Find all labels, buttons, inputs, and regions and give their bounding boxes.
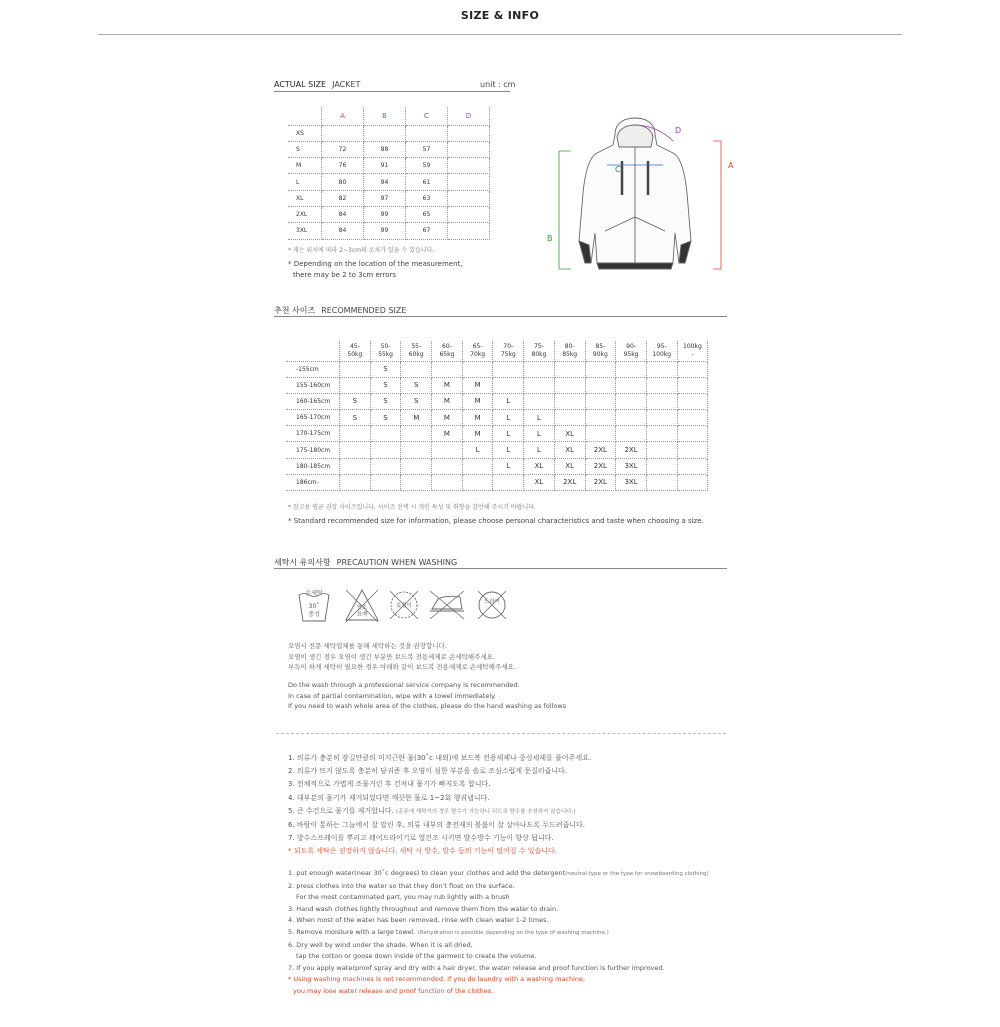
- en-intro-line: In case of partial contamination, wipe with a towel immediately.: [288, 691, 497, 700]
- rec-row: [286, 442, 708, 458]
- rec-cell: [340, 458, 371, 474]
- rec-cell: M: [462, 410, 493, 426]
- rec-cell: [646, 377, 677, 393]
- rec-weight-l1: 60-: [442, 342, 452, 350]
- rec-cell: [616, 393, 647, 409]
- rec-cell: [585, 377, 616, 393]
- washing-steps-en: [288, 868, 709, 998]
- rec-weight-l1: 70-: [503, 342, 514, 350]
- rec-row: [286, 393, 708, 409]
- rec-cell: [646, 474, 677, 490]
- actual-size-label: M: [288, 158, 322, 174]
- actual-size-sub: JACKET: [332, 80, 361, 89]
- en-step-7: 7. If you apply waterproof spray and dry with a hair dryer, the water release and proof function is further improved.: [288, 963, 665, 972]
- rec-row: [286, 458, 708, 474]
- en-step-6b: tap the cotton or goose down inside of the garment to create the volume.: [296, 952, 537, 961]
- actual-cell: 84: [322, 206, 364, 222]
- rec-weight-header: [616, 341, 647, 361]
- rec-row: [286, 361, 708, 377]
- rec-cell: [646, 426, 677, 442]
- recommended-size-table: [286, 341, 708, 491]
- recommended-rule: [274, 316, 727, 317]
- actual-size-rule: [274, 91, 510, 92]
- rec-cell: [340, 426, 371, 442]
- actual-note-en-1: * Depending on the location of the measurement,: [288, 260, 463, 268]
- title-divider: [98, 34, 902, 35]
- actual-row: [288, 158, 490, 174]
- rec-cell: [432, 361, 463, 377]
- rec-cell: L: [493, 426, 524, 442]
- rec-row: [286, 426, 708, 442]
- actual-cell: 67: [406, 223, 448, 239]
- kr-intro-line: 오염시 전문 세탁업체를 통해 세탁하는 것을 권장합니다.: [288, 642, 447, 650]
- rec-cell: L: [524, 426, 555, 442]
- rec-cell: [616, 361, 647, 377]
- washing-steps-kr: [288, 752, 591, 859]
- rec-weight-l2: 50kg: [347, 350, 363, 358]
- washing-sub: PRECAUTION WHEN WASHING: [336, 558, 458, 567]
- en-step-6: 6. Dry well by wind under the shade. When it is all dried,: [288, 940, 473, 949]
- rec-cell: 3XL: [616, 474, 647, 490]
- actual-note-en-2: there may be 2 to 3cm errors: [293, 271, 397, 279]
- dry-clean-label: 드라이: [484, 599, 500, 605]
- actual-cell: [364, 125, 406, 141]
- rec-cell: [554, 393, 585, 409]
- en-step-5-text: 5. Remove moisture with a large towel.: [288, 927, 416, 936]
- kr-step-5-note: (종류에 세탁기의 경우 탈수가 가능하니 되도록 탈수를 추천하지 않습니다.): [395, 808, 576, 815]
- rec-cell: 3XL: [616, 458, 647, 474]
- hand-wash-icon: [299, 589, 329, 621]
- rec-height-label: 186cm-: [286, 474, 340, 490]
- hand-wash-label-3: 중성: [308, 611, 320, 618]
- washing-title: 세탁시 유의사항: [274, 558, 331, 567]
- actual-col-header: A: [322, 107, 364, 125]
- rec-weight-l2: 55kg: [378, 350, 393, 358]
- rec-cell: [646, 442, 677, 458]
- recommended-sub: RECOMMENDED SIZE: [321, 306, 407, 315]
- actual-cell: 80: [322, 174, 364, 190]
- diagram-label-b: B: [547, 234, 553, 243]
- washing-rule: [274, 568, 727, 569]
- rec-cell: [585, 393, 616, 409]
- rec-cell: 2XL: [554, 474, 585, 490]
- rec-cell: [401, 426, 432, 442]
- rec-cell: [677, 426, 708, 442]
- rec-row: [286, 377, 708, 393]
- rec-cell: [401, 442, 432, 458]
- rec-weight-l2: 80kg: [531, 350, 547, 358]
- recommended-note-en: * Standard recommended size for information, please choose personal characteristics and taste when choosing a size.: [288, 517, 704, 525]
- rec-weight-l2: 100kg: [652, 350, 672, 358]
- rec-weight-header: [646, 341, 677, 361]
- kr-step-7: 7. 발수스프레이를 뿌리고 레어드라이기로 열건조 시키면 발수방수 기능이 향상 됩니다.: [288, 834, 554, 843]
- rec-weight-header: [493, 341, 524, 361]
- rec-cell: [646, 393, 677, 409]
- rec-cell: XL: [524, 474, 555, 490]
- rec-height-label: 170-175cm: [286, 426, 340, 442]
- actual-cell: 99: [364, 206, 406, 222]
- hand-wash-label-1: 손세탁: [305, 590, 323, 597]
- rec-weight-l1: 65-: [472, 342, 483, 350]
- rec-cell: [677, 474, 708, 490]
- actual-size-heading: [274, 80, 516, 89]
- rec-weight-l2: 90kg: [592, 350, 608, 358]
- rec-cell: [462, 458, 493, 474]
- rec-cell: [616, 426, 647, 442]
- diagram-label-c: C: [615, 165, 621, 174]
- rec-weight-l1: 80-: [564, 342, 575, 350]
- kr-intro-line: 부득이 하게 세탁이 필요한 경우 아래와 같이 보드복 전용세제로 손세탁해주세요.: [288, 663, 516, 671]
- actual-cell: [448, 158, 490, 174]
- rec-weight-header: [401, 341, 432, 361]
- rec-weight-header: [585, 341, 616, 361]
- rec-height-label: 155-160cm: [286, 377, 340, 393]
- kr-step-3: 3. 전체적으로 가볍게 조물거린 후 건져내 물기가 빠지도록 합니다.: [288, 780, 491, 789]
- actual-note-kr: * 재는 위치에 따라 2~3cm의 오차가 있을 수 있습니다.: [288, 247, 435, 254]
- rec-cell: [524, 361, 555, 377]
- rec-cell: S: [370, 393, 401, 409]
- actual-cell: 61: [406, 174, 448, 190]
- rec-cell: [646, 361, 677, 377]
- rec-weight-l1: 100kg: [683, 342, 702, 350]
- actual-size-label: 2XL: [288, 206, 322, 222]
- actual-cell: [322, 125, 364, 141]
- rec-cell: [616, 377, 647, 393]
- care-icons: [296, 587, 526, 625]
- en-step-5-note: (Rehydration is possible depending on the type of washing machine.): [417, 929, 609, 936]
- rec-cell: M: [432, 393, 463, 409]
- rec-header-corner: [286, 341, 340, 361]
- measure-line-a: [713, 141, 721, 269]
- rec-weight-header: [554, 341, 585, 361]
- rec-cell: M: [401, 410, 432, 426]
- rec-weight-l1: 45-: [349, 342, 360, 350]
- en-step-2b: For the most contaminated part, you may rub lightly with a brush: [296, 893, 510, 902]
- rec-cell: L: [493, 410, 524, 426]
- rec-cell: [554, 361, 585, 377]
- rec-weight-header: [340, 341, 371, 361]
- measure-line-b: [559, 151, 571, 269]
- actual-cell: 59: [406, 158, 448, 174]
- rec-cell: [677, 458, 708, 474]
- rec-weight-l1: 95-: [656, 342, 667, 350]
- recommended-note-kr: * 참고용 평균 권장 사이즈입니다. 사이즈 선택 시 개인 특성 및 취향을 감안해 주시기 바랍니다.: [288, 504, 536, 511]
- rec-weight-header: [677, 341, 708, 361]
- en-step-5: [288, 927, 709, 940]
- actual-row: [288, 223, 490, 239]
- rec-cell: [677, 442, 708, 458]
- actual-cell: 84: [322, 223, 364, 239]
- rec-cell: [370, 474, 401, 490]
- rec-cell: [493, 361, 524, 377]
- actual-cell: 91: [364, 158, 406, 174]
- rec-cell: M: [462, 426, 493, 442]
- rec-cell: L: [524, 442, 555, 458]
- rec-height-label: 180-185cm: [286, 458, 340, 474]
- rec-weight-header: [462, 341, 493, 361]
- hand-wash-label-2: 30˚: [308, 603, 320, 610]
- actual-cell: 97: [364, 190, 406, 206]
- rec-cell: [554, 377, 585, 393]
- rec-cell: [370, 442, 401, 458]
- actual-col-header: B: [364, 107, 406, 125]
- rec-cell: L: [462, 442, 493, 458]
- actual-row: [288, 141, 490, 157]
- rec-cell: [677, 377, 708, 393]
- no-tumble-dry-icon: [430, 591, 464, 619]
- no-iron-icon: [390, 591, 418, 619]
- rec-cell: S: [340, 410, 371, 426]
- actual-size-label: XS: [288, 125, 322, 141]
- no-dry-clean-icon: [478, 591, 506, 619]
- actual-size-label: 3XL: [288, 223, 322, 239]
- rec-cell: S: [401, 377, 432, 393]
- rec-cell: [524, 393, 555, 409]
- bleach-label-2: 표백: [356, 612, 368, 618]
- rec-weight-l2: 65kg: [439, 350, 455, 358]
- actual-header-size: [288, 107, 322, 125]
- rec-cell: L: [493, 393, 524, 409]
- no-bleach-icon: [346, 590, 378, 622]
- rec-cell: [493, 377, 524, 393]
- actual-cell: 63: [406, 190, 448, 206]
- rec-cell: [370, 426, 401, 442]
- actual-cell: 88: [364, 141, 406, 157]
- rec-cell: XL: [554, 442, 585, 458]
- kr-intro-line: 오염이 생긴 경우 오염이 생긴 부분만 보드복 전용세제로 손세탁해주세요.: [288, 652, 495, 661]
- rec-cell: [554, 410, 585, 426]
- en-step-2: 2. press clothes into the water so that they don't float on the surface.: [288, 881, 515, 890]
- rec-weight-l1: 75-: [534, 342, 544, 350]
- rec-cell: M: [432, 377, 463, 393]
- actual-col-header: C: [406, 107, 448, 125]
- rec-cell: [401, 361, 432, 377]
- actual-cell: 65: [406, 206, 448, 222]
- washing-divider: [276, 733, 726, 734]
- recommended-heading: [274, 305, 406, 316]
- kr-step-5: [288, 805, 591, 819]
- rec-cell: 2XL: [585, 458, 616, 474]
- rec-cell: [401, 474, 432, 490]
- rec-height-label: 165-170cm: [286, 410, 340, 426]
- en-step-3: 3. Hand wash clothes lightly throughout and remove them from the water to drain.: [288, 904, 559, 913]
- washing-intro-en: [288, 680, 566, 712]
- en-intro-line: Do the wash through a professional service company is recommended.: [288, 681, 520, 689]
- rec-cell: [462, 474, 493, 490]
- rec-cell: M: [432, 410, 463, 426]
- actual-size-title: ACTUAL SIZE: [274, 80, 327, 89]
- unit-label: unit : cm: [480, 80, 516, 89]
- kr-warning: * 되도록 세탁은 권장하지 않습니다. 세탁 시 방수, 발수 등의 기능이 떨어질 수 있습니다.: [288, 847, 558, 856]
- iron-label: 옷걸이: [396, 603, 412, 609]
- rec-cell: [646, 410, 677, 426]
- washing-intro-kr: [288, 641, 516, 673]
- rec-cell: [646, 458, 677, 474]
- actual-size-label: L: [288, 174, 322, 190]
- actual-cell: [448, 174, 490, 190]
- actual-size-label: S: [288, 141, 322, 157]
- rec-cell: [585, 361, 616, 377]
- rec-cell: XL: [524, 458, 555, 474]
- actual-cell: 99: [364, 223, 406, 239]
- actual-cell: [448, 190, 490, 206]
- rec-cell: [432, 442, 463, 458]
- kr-step-6: 6. 바람이 통하는 그늘에서 잘 말린 후, 의류 내부의 충전재의 볼륨이 잘 살아나도록 두드려줍니다.: [288, 821, 586, 830]
- kr-step-4: 4. 대부분의 물기가 제거되었다면 깨끗한 물로 1~2회 헹궈냅니다.: [288, 793, 490, 802]
- rec-cell: S: [370, 377, 401, 393]
- rec-weight-l2: -: [691, 350, 694, 358]
- rec-cell: [340, 474, 371, 490]
- diagram-label-a: A: [728, 161, 734, 170]
- rec-cell: S: [370, 410, 401, 426]
- rec-cell: [340, 442, 371, 458]
- actual-size-table: [288, 107, 490, 240]
- rec-cell: [677, 361, 708, 377]
- rec-cell: [432, 458, 463, 474]
- rec-cell: M: [432, 426, 463, 442]
- rec-cell: [493, 474, 524, 490]
- jacket-outline: [579, 118, 691, 269]
- rec-cell: [432, 474, 463, 490]
- bleach-label-1: 염소: [356, 605, 368, 611]
- actual-cell: 57: [406, 141, 448, 157]
- en-warning-2: you may lose water release and proof function of the clothes.: [293, 986, 494, 995]
- actual-cell: [448, 141, 490, 157]
- rec-row: [286, 474, 708, 490]
- kr-step-1: 1. 의류가 충분히 잠길만큼의 미지근한 물(30˚c 내외)에 보드복 전용세제나 중성세제를 풀어주세요.: [288, 754, 592, 762]
- rec-row: [286, 410, 708, 426]
- washing-heading: [274, 557, 457, 568]
- rec-cell: L: [493, 442, 524, 458]
- actual-row: [288, 174, 490, 190]
- rec-cell: S: [370, 361, 401, 377]
- page-title: SIZE & INFO: [460, 9, 540, 22]
- rec-cell: [524, 377, 555, 393]
- rec-cell: M: [462, 377, 493, 393]
- actual-row: [288, 206, 490, 222]
- rec-cell: XL: [554, 458, 585, 474]
- rec-weight-l2: 60kg: [408, 350, 424, 358]
- actual-col-header: D: [448, 107, 490, 125]
- rec-cell: [401, 458, 432, 474]
- rec-cell: [585, 426, 616, 442]
- en-step-1-text: 1. put enough water(near 30˚c degrees) to clean your clothes and add the detergent: [288, 869, 566, 877]
- rec-cell: 2XL: [585, 474, 616, 490]
- kr-step-2: 2. 의류가 뜨지 않도록 충분히 담궈준 후 오염이 심한 부분을 솔로 조심스럽게 문질러줍니다.: [288, 767, 568, 776]
- rec-cell: L: [493, 458, 524, 474]
- actual-cell: [448, 125, 490, 141]
- en-step-1: [288, 868, 709, 881]
- jacket-diagram: [545, 113, 740, 273]
- actual-row: [288, 125, 490, 141]
- actual-cell: 76: [322, 158, 364, 174]
- rec-cell: [677, 410, 708, 426]
- rec-cell: S: [340, 393, 371, 409]
- recommended-title: 추천 사이즈: [274, 306, 316, 315]
- rec-weight-l2: 95kg: [623, 350, 639, 358]
- en-step-1-note: (neutral type or the type for snowboarding clothing): [565, 871, 709, 877]
- en-warning-1: * Using washing machines is not recommended. If you do laundry with a washing machine,: [288, 975, 586, 984]
- rec-cell: [616, 410, 647, 426]
- rec-weight-header: [524, 341, 555, 361]
- rec-cell: 2XL: [585, 442, 616, 458]
- rec-weight-l1: 90-: [626, 342, 636, 350]
- actual-cell: 82: [322, 190, 364, 206]
- rec-height-label: 160-165cm: [286, 393, 340, 409]
- rec-height-label: 175-180cm: [286, 442, 340, 458]
- diagram-label-d: D: [675, 126, 682, 135]
- actual-row: [288, 190, 490, 206]
- rec-weight-header: [370, 341, 401, 361]
- rec-weight-l2: 85kg: [562, 350, 578, 358]
- rec-cell: L: [524, 410, 555, 426]
- rec-weight-header: [432, 341, 463, 361]
- rec-cell: XL: [554, 426, 585, 442]
- rec-cell: [677, 393, 708, 409]
- en-intro-line: If you need to wash whole area of the clothes, please do the hand washing as follows: [288, 702, 567, 710]
- kr-step-5-text: 5. 큰 수건으로 물기를 제거합니다.: [288, 806, 394, 815]
- rec-height-label: -155cm: [286, 361, 340, 377]
- rec-weight-l1: 85-: [595, 342, 606, 350]
- rec-cell: S: [401, 393, 432, 409]
- rec-cell: M: [462, 393, 493, 409]
- rec-cell: [340, 377, 371, 393]
- actual-cell: [406, 125, 448, 141]
- actual-cell: [448, 206, 490, 222]
- rec-cell: [462, 361, 493, 377]
- rec-weight-l1: 50-: [380, 342, 391, 350]
- rec-weight-l2: 70kg: [470, 350, 486, 358]
- actual-cell: [448, 223, 490, 239]
- rec-cell: [340, 361, 371, 377]
- actual-cell: 72: [322, 141, 364, 157]
- rec-cell: 2XL: [616, 442, 647, 458]
- rec-cell: [585, 410, 616, 426]
- rec-cell: [370, 458, 401, 474]
- actual-cell: 94: [364, 174, 406, 190]
- actual-size-label: XL: [288, 190, 322, 206]
- en-step-4: 4. When most of the water has been removed, rinse with clean water 1-2 times.: [288, 916, 549, 925]
- rec-weight-l2: 75kg: [500, 350, 516, 358]
- rec-weight-l1: 55-: [411, 342, 422, 350]
